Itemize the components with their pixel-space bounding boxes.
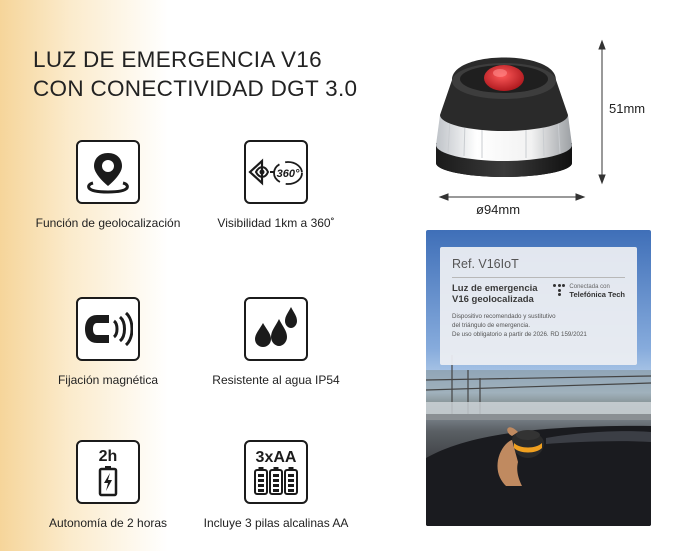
aa-badge: 3xAA — [255, 448, 297, 466]
title-line-2: CON CONECTIVIDAD DGT 3.0 — [33, 76, 358, 101]
water-drops-icon — [251, 305, 301, 353]
feature-geolocation — [23, 140, 193, 230]
feature-water — [191, 297, 361, 387]
feature-icon-box — [244, 297, 308, 361]
feature-label: Autonomía de 2 horas — [48, 516, 168, 530]
feature-label: Función de geolocalización — [35, 216, 181, 230]
card-product-line-1: Luz de emergencia — [452, 283, 538, 294]
feature-battery-life — [23, 440, 193, 530]
feature-magnet — [23, 297, 193, 387]
feature-icon-box — [244, 440, 308, 504]
connected-small-text: Conectada con — [569, 284, 610, 290]
battery-badge: 2h — [98, 448, 118, 465]
location-pin-icon — [85, 149, 131, 195]
feature-icon-box — [76, 297, 140, 361]
dimension-lines — [430, 35, 630, 225]
card-desc-line-1: Dispositivo recomendado y sustitutivo — [452, 313, 556, 320]
feature-icon-box — [76, 440, 140, 504]
feature-label: Visibilidad 1km a 360˚ — [217, 216, 335, 230]
feature-icon-box — [244, 140, 308, 204]
card-product-line-2: V16 geolocalizada — [452, 294, 534, 305]
battery-icon — [97, 465, 119, 497]
connected-brand-text: Telefónica Tech — [569, 290, 625, 299]
feature-label: Fijación magnética — [57, 373, 159, 387]
telefonica-badge — [553, 283, 625, 305]
product-photo — [426, 230, 651, 526]
degree-text: 360° — [276, 168, 300, 180]
card-ref: Ref. V16IoT — [452, 257, 519, 271]
feature-visibility — [191, 140, 361, 230]
info-card — [440, 247, 637, 365]
card-description — [452, 312, 625, 339]
card-desc-line-2: del triángulo de emergencia. — [452, 322, 531, 329]
feature-label: Resistente al agua IP54 — [212, 373, 340, 387]
height-dimension: 51mm — [609, 101, 646, 116]
feature-aa-batteries — [191, 440, 361, 530]
feature-icon-box — [76, 140, 140, 204]
magnet-icon — [83, 309, 133, 349]
aa-batteries-icon — [251, 466, 301, 496]
feature-label: Incluye 3 pilas alcalinas AA — [203, 516, 349, 530]
page-title — [33, 45, 393, 103]
card-row — [452, 283, 625, 305]
visibility-360-icon — [248, 152, 304, 192]
card-desc-line-3: De uso obligatorio a partir de 2026. RD 159/2021 — [452, 331, 587, 338]
diameter-dimension: ø94mm — [476, 202, 521, 217]
telefonica-logo-icon — [553, 284, 565, 296]
card-divider — [452, 277, 625, 278]
card-product-name — [452, 283, 538, 305]
title-line-1: LUZ DE EMERGENCIA V16 — [33, 47, 322, 72]
